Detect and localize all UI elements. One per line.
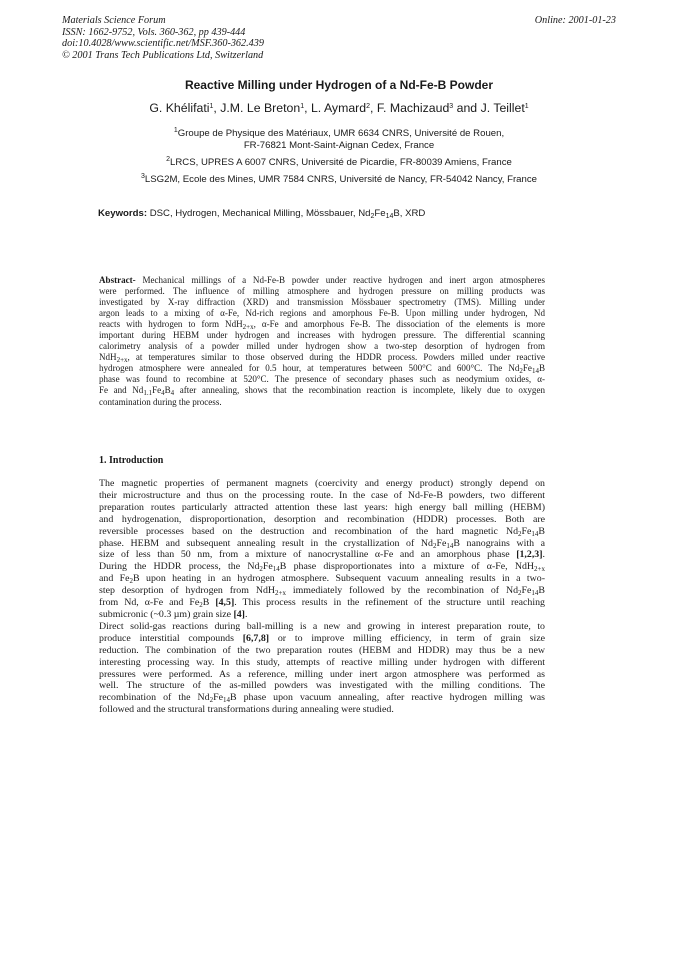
abstract-line: contamination during the process. [99, 396, 222, 407]
affiliation-text: FR-76821 Mont-Saint-Aignan Cedex, France [243, 140, 435, 151]
intro-line: interesting processing way. In this study, attempts of reactive milling under hydrogen with different [99, 656, 545, 668]
subscript: 2 [129, 577, 134, 586]
citation-link[interactable]: [4] [233, 608, 245, 620]
subscript: 2+x [116, 356, 128, 365]
text: hydrogen atmosphere were annealed for 0.5 hour, at temperatures between 500°C and 600°C. The Nd [99, 363, 520, 374]
intro-line: pressures were performed. As a reference, milling under inert argon atmosphere was performed as [99, 668, 545, 680]
citation-link[interactable]: [6,7,8] [242, 632, 270, 644]
text: Fe [436, 537, 447, 549]
subscript: 14 [531, 367, 539, 376]
author-separator: , [370, 101, 377, 115]
author-affiliation-mark: 1 [209, 103, 214, 110]
subscript: 4 [161, 389, 165, 398]
author-name: F. Machizaud [376, 101, 450, 115]
journal-name: Materials Science Forum [62, 15, 166, 26]
text: Fe [262, 561, 273, 573]
author-name: J. Teillet [480, 101, 525, 115]
text: B phase upon vacuum annealing, after reactive hydrogen milling was [229, 692, 545, 704]
abstract [99, 275, 545, 408]
abstract-line [99, 385, 545, 396]
author-separator: and [453, 101, 481, 115]
subscript: 2 [209, 696, 214, 705]
intro-line: well. The structure of the as-milled powders was investigated with the milling conditions. The [99, 680, 545, 692]
text: B phase disproportionates into a mixture of α-Fe, NdH [279, 561, 535, 573]
abstract-label: Abstract- [99, 275, 136, 285]
subscript: 2 [519, 367, 523, 376]
intro-line: Direct solid-gas reactions during ball-milling is a new and growing in interest preparation route, to [99, 620, 545, 632]
affiliation-text: Groupe de Physique des Matériaux, UMR 6634 CNRS, Université de Rouen, [177, 128, 505, 139]
affiliation-mark: 1 [173, 127, 178, 134]
text: Mechanical millings of a Nd-Fe-B powder under reactive hydrogen and inert argon atmospheres [135, 275, 545, 285]
text: recombination of the Nd [99, 692, 210, 704]
subscript: 14 [446, 541, 454, 550]
affiliation-mark: 3 [141, 173, 145, 180]
author-separator: , [304, 101, 311, 115]
affiliation-2 [0, 157, 678, 169]
doi-link[interactable]: doi:10.4028/www.scientific.net/MSF.360-362.439 [62, 38, 264, 50]
text: submicronic (~0.3 µm) grain size [99, 608, 234, 620]
keywords-text: Fe [374, 208, 386, 219]
text: immediately followed by the recombination of Nd [285, 585, 519, 597]
subscript: 2+x [534, 565, 545, 574]
subscript: 2 [199, 601, 203, 610]
text: B nanograins with a [453, 537, 545, 549]
author-affiliation-mark: 2 [366, 103, 370, 110]
subscript: 2 [370, 213, 375, 220]
subscript: 2+x [275, 589, 286, 598]
author-affiliation-mark: 3 [449, 103, 454, 110]
text: B upon heating in an hydrogen atmosphere. Subsequent vacuum annealing results in a two- [133, 573, 545, 585]
abstract-line: were performed. The influence of milling atmosphere and hydrogen pressure on milling products was [99, 286, 545, 297]
author-list [0, 101, 678, 115]
text: B [538, 585, 546, 597]
text: Fe and Nd [99, 385, 144, 396]
abstract-line [99, 363, 545, 374]
text: after annealing, shows that the recombination reaction is incomplete, likely due to oxygen [174, 385, 545, 396]
keywords-label: Keywords: [98, 208, 148, 219]
author-separator: , [213, 101, 221, 115]
text: Fe [521, 585, 532, 597]
intro-line [99, 633, 545, 645]
text: B [202, 597, 216, 609]
abstract-line: phase was found to recombine at 520°C. The presence of secondary phases such as neodymium oxides, α- [99, 374, 545, 385]
affiliation-mark: 2 [166, 156, 171, 163]
text: from Nd, α-Fe and Fe [99, 597, 200, 609]
intro-line [99, 573, 545, 585]
section-heading: 1. Introduction [99, 455, 164, 466]
abstract-line [99, 275, 545, 286]
intro-line [99, 561, 545, 573]
author-name: G. Khélifati [149, 101, 210, 115]
subscript: 14 [385, 213, 394, 220]
text: or to improve milling efficiency, in term of grain size [269, 632, 545, 644]
subscript: 2 [518, 529, 522, 538]
keywords [98, 208, 618, 219]
text: , α-Fe and amorphous Fe-B. The dissociation of the elements is more [253, 319, 545, 330]
publication-info [62, 15, 382, 61]
online-date: Online: 2001-01-23 [534, 15, 616, 26]
intro-line [99, 549, 545, 561]
text: phase. HEBM and subsequent annealing result in the crystallization of Nd [99, 537, 433, 549]
subscript: 2 [518, 589, 522, 598]
text: reversible processes based on the destruction and recombination of the hard magnetic Nd [99, 525, 519, 537]
issn-line: ISSN: 1662-9752, Vols. 360-362, pp 439-444 [62, 26, 246, 38]
text: , at temperatures similar to those observed during the HDDR process. Powders milled under reactive [127, 352, 545, 363]
text: step desorption of hydrogen from NdH [99, 585, 276, 597]
abstract-line: investigated by X-ray diffraction (XRD) and transmission Mössbauer spectrometry (TMS). Milling under [99, 297, 545, 308]
subscript: 4 [170, 389, 175, 398]
introduction-text [99, 478, 545, 716]
subscript: 14 [531, 529, 539, 538]
intro-line [99, 585, 545, 597]
text: B [538, 363, 545, 374]
text: During the HDDR process, the Nd [99, 561, 260, 573]
intro-line: reduction. The combination of the two preparation routes (HEBM and HDDR) may thus be a new [99, 644, 545, 656]
text: produce interstitial compounds [99, 632, 243, 644]
paper-title: Reactive Milling under Hydrogen of a Nd-Fe-B Powder [184, 78, 494, 92]
author-name: J.M. Le Breton [220, 101, 301, 115]
text: Fe [213, 692, 223, 704]
abstract-line: calorimetry analysis of a powder milled under hydrogen show a two-step desorption of hydrogen from [99, 341, 545, 352]
intro-line [99, 538, 545, 550]
subscript: 14 [272, 565, 280, 574]
text: Fe [522, 363, 532, 374]
subscript: 2+x [242, 323, 254, 332]
intro-line [99, 597, 545, 609]
text: reacts with hydrogen to form NdH [99, 319, 243, 330]
keywords-text: DSC, Hydrogen, Mechanical Milling, Mössbauer, Nd [147, 208, 371, 219]
intro-line [99, 609, 545, 621]
affiliation-text: LSG2M, Ecole des Mines, UMR 7584 CNRS, Université de Nancy, FR-54042 Nancy, France [144, 174, 537, 185]
intro-line: followed and the structural transformations during annealing were studied. [99, 704, 394, 716]
subscript: 1.1 [143, 389, 153, 398]
text: and Fe [99, 573, 130, 585]
author-affiliation-mark: 1 [524, 103, 529, 110]
text: Fe [152, 385, 162, 396]
text: . This process results in the refinement of the structure until reaching [234, 597, 545, 609]
text: B [164, 385, 171, 396]
subscript: 14 [531, 589, 539, 598]
intro-line: and hydrogenation, disproportionation, desorption and recombination (HDDR) processes. Both are [99, 513, 545, 525]
subscript: 14 [222, 696, 230, 705]
abstract-line: important during HEBM under hydrogen and increases with hydrogen pressure. The differential scanning [99, 330, 545, 341]
author-affiliation-mark: 1 [300, 103, 305, 110]
text: NdH [99, 352, 117, 363]
text: . [244, 608, 248, 620]
subscript: 2 [259, 565, 263, 574]
intro-line [99, 692, 545, 704]
author-name: L. Aymard [310, 101, 367, 115]
affiliation-1 [0, 128, 678, 152]
text: . [542, 549, 545, 561]
keywords-text: B, XRD [393, 208, 426, 219]
affiliation-text: LRCS, UPRES A 6007 CNRS, Université de Picardie, FR-80039 Amiens, France [170, 157, 512, 168]
intro-line: their microstructure and thus on the processing route. In the case of Nd-Fe-B powders, two different [99, 489, 545, 501]
affiliation-3 [0, 174, 678, 186]
intro-line [99, 526, 545, 538]
citation-link[interactable]: [1,2,3] [516, 549, 543, 561]
citation-link[interactable]: [4,5] [215, 597, 235, 609]
copyright-line: © 2001 Trans Tech Publications Ltd, Switzerland [62, 49, 264, 61]
subscript: 2 [432, 541, 437, 550]
intro-line: The magnetic properties of permanent magnets (coercivity and energy product) strongly depend on [99, 478, 545, 489]
abstract-line: argon leads to a mixing of α-Fe, Nd-rich regions and amorphous Fe-B. Upon milling under hydrogen, Nd [99, 308, 545, 319]
abstract-line [99, 352, 545, 363]
text: size of less than 50 nm, from a mixture of nanocrystalline α-Fe and an amorphous phase [99, 549, 517, 561]
abstract-line [99, 319, 545, 330]
text: B [538, 525, 545, 537]
intro-line: preparation routes particularly attracted attention these last years: high energy ball milling (HEBM) [99, 501, 545, 513]
text: Fe [521, 525, 532, 537]
